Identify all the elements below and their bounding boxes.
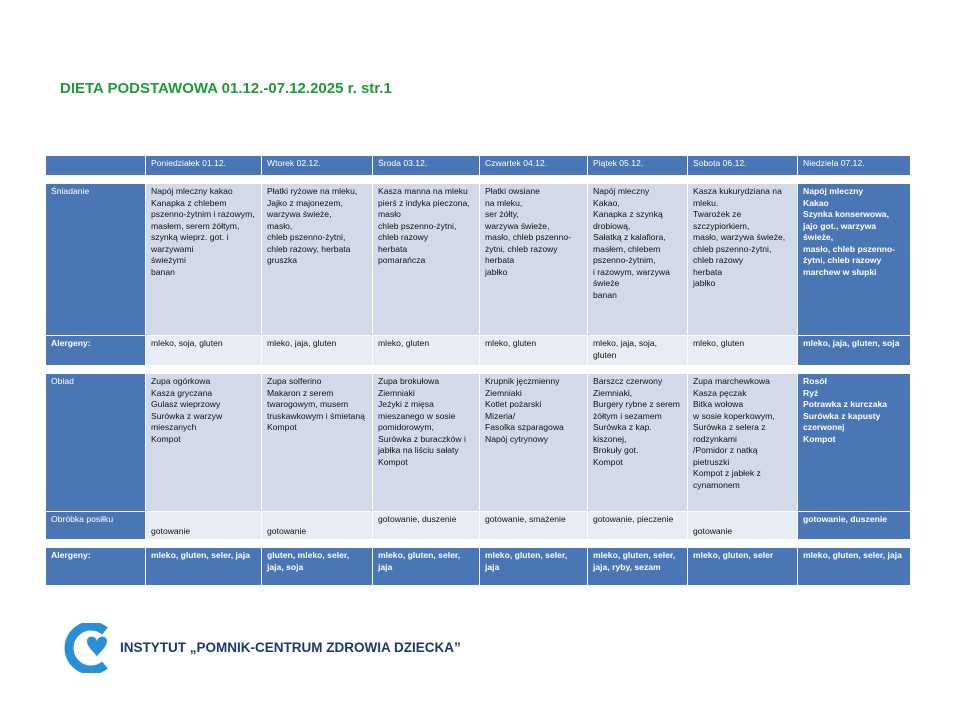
page-title: DIETA PODSTAWOWA 01.12.-07.12.2025 r. str.1	[60, 80, 392, 97]
allergen-cell: mleko, gluten, seler, jaja	[798, 548, 911, 586]
allergen-cell: mleko, gluten, seler, jaja	[480, 548, 588, 586]
allergens-breakfast-row	[46, 336, 911, 366]
allergen-cell: mleko, gluten	[688, 336, 798, 366]
day-header: Poniedziałek 01.12.	[146, 156, 262, 176]
day-header: Wtorek 02.12.	[262, 156, 373, 176]
institute-name: INSTYTUT „POMNIK-CENTRUM ZDROWIA DZIECKA”	[120, 640, 461, 655]
day-header: Sobota 06.12.	[688, 156, 798, 176]
lunch-cell: Barszcz czerwony Ziemniaki, Burgery rybne z serem żółtym i sezamem Surówka z kap. kiszonej, Brokuły got. Kompot	[588, 374, 688, 512]
allergen-cell: mleko, gluten, seler	[688, 548, 798, 586]
allergen-cell: mleko, gluten, seler, jaja	[373, 548, 480, 586]
allergen-cell: mleko, soja, gluten	[146, 336, 262, 366]
processing-row	[46, 512, 911, 540]
processing-cell: gotowanie, duszenie	[798, 512, 911, 540]
allergen-cell: mleko, jaja, gluten	[262, 336, 373, 366]
breakfast-cell: Kasza kukurydziana na mleku. Twarożek ze szczypiorkiem, masło, warzywa świeże, chleb pszenno-żytni, chleb razowy herbata jabłko	[688, 184, 798, 336]
breakfast-cell: Napój mleczny Kakao Szynka konserwowa, jajo got., warzywa świeże, masło, chleb pszenno-żytni, chleb razowy marchew w słupki	[798, 184, 911, 336]
processing-cell: gotowanie	[146, 512, 262, 540]
processing-cell: gotowanie	[688, 512, 798, 540]
lunch-row	[46, 374, 911, 512]
allergen-cell: mleko, jaja, soja, gluten	[588, 336, 688, 366]
lunch-cell: Rosół Ryż Potrawka z kurczaka Surówka z kapusty czerwonej Kompot	[798, 374, 911, 512]
header-corner	[46, 156, 146, 176]
diet-menu-table	[45, 155, 911, 586]
day-header: Piątek 05.12.	[588, 156, 688, 176]
lunch-cell: Zupa ogórkowa Kasza gryczana Gulasz wieprzowy Surówka z warzyw mieszanych Kompot	[146, 374, 262, 512]
header-row	[46, 156, 911, 176]
row-label-lunch: Obiad	[46, 374, 146, 512]
lunch-cell: Krupnik jęczmienny Ziemniaki Kotlet pożarski Mizeria/ Fasolka szparagowa Napój cytrynowy	[480, 374, 588, 512]
breakfast-cell: Kasza manna na mleku pierś z indyka pieczona, masło chleb pszenno-żytni, chleb razowy herbata pomarańcza	[373, 184, 480, 336]
allergen-cell: mleko, gluten, seler, jaja	[146, 548, 262, 586]
row-label-allergens: Alergeny:	[46, 548, 146, 586]
day-header: Środa 03.12.	[373, 156, 480, 176]
row-label-breakfast: Śniadanie	[46, 184, 146, 336]
breakfast-row	[46, 184, 911, 336]
breakfast-cell: Napój mleczny kakao Kanapka z chlebem pszenno-żytnim i razowym, masłem, serem żółtym, szynką wieprz. got. i warzywami świeżymi banan	[146, 184, 262, 336]
allergen-cell: mleko, jaja, gluten, soja	[798, 336, 911, 366]
breakfast-cell: Płatki ryżowe na mleku, Jajko z majonezem, warzywa świeże, masło, chleb pszenno-żytni, chleb razowy, herbata gruszka	[262, 184, 373, 336]
row-label-processing: Obróbka posiłku	[46, 512, 146, 540]
allergen-cell: mleko, gluten	[480, 336, 588, 366]
allergen-cell: mleko, gluten, seler, jaja, ryby, sezam	[588, 548, 688, 586]
processing-cell: gotowanie, pieczenie	[588, 512, 688, 540]
processing-cell: gotowanie, duszenie	[373, 512, 480, 540]
row-label-allergens: Alergeny:	[46, 336, 146, 366]
breakfast-cell: Napój mleczny Kakao, Kanapka z szynką drobiową, Sałatką z kalafiora, masłem, chlebem pszenno-żytnim, i razowym, warzywa świeże banan	[588, 184, 688, 336]
day-header: Niedziela 07.12.	[798, 156, 911, 176]
lunch-cell: Zupa marchewkowa Kasza pęczak Bitka wołowa w sosie koperkowym, Surówka z selera z rodzynkami /Pomidor z natką pietruszki Kompot z jabłek z cynamonem	[688, 374, 798, 512]
processing-cell: gotowanie	[262, 512, 373, 540]
allergen-cell: mleko, gluten	[373, 336, 480, 366]
day-header: Czwartek 04.12.	[480, 156, 588, 176]
allergen-cell: gluten, mleko, seler, jaja, soja	[262, 548, 373, 586]
allergens-lunch-row	[46, 548, 911, 586]
processing-cell: gotowanie, smażenie	[480, 512, 588, 540]
lunch-cell: Zupa solferino Makaron z serem twarogowym, musem truskawkowym i śmietaną Kompot	[262, 374, 373, 512]
lunch-cell: Zupa brokułowa Ziemniaki Jeżyki z mięsa mieszanego w sosie pomidorowym, Surówka z buraczków i jabłka na liściu sałaty Kompot	[373, 374, 480, 512]
breakfast-cell: Płatki owsiane na mleku, ser żółty, warzywa świeże, masło, chleb pszenno-żytni, chleb razowy herbata jabłko	[480, 184, 588, 336]
